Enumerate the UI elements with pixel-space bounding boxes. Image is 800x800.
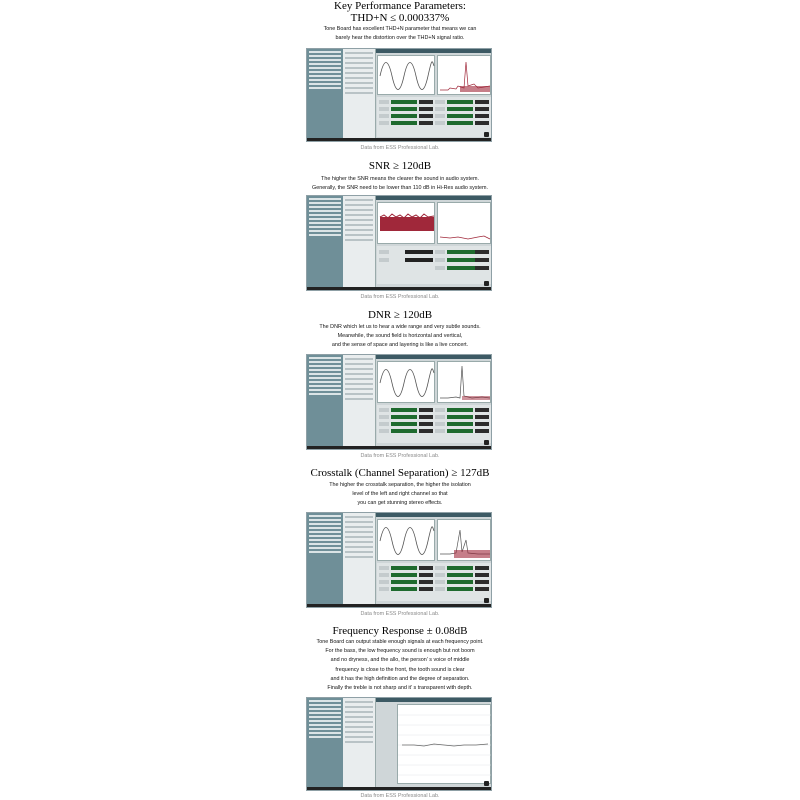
analyzer-screenshot bbox=[306, 48, 492, 142]
section-text: The higher the crosstalk separation, the higher the isolation bbox=[329, 482, 471, 488]
section-text: barely hear the distortion over the THD+N signal ratio. bbox=[335, 35, 465, 42]
section-text: Tone Board has excellent THD+N parameter that means we can bbox=[323, 26, 477, 32]
lock-icon bbox=[484, 781, 489, 786]
lock-icon bbox=[484, 281, 489, 286]
spectrum-graph bbox=[437, 519, 491, 561]
section-text: and no dryness, and the allo, the person’ s voice of middle bbox=[330, 657, 470, 664]
data-source-caption: Data from ESS Professional Lab. bbox=[360, 453, 440, 459]
data-source-caption: Data from ESS Professional Lab. bbox=[360, 611, 440, 617]
analyzer-screenshot bbox=[306, 195, 492, 291]
section-text: The DNR which let us to hear a wide range and very subtle sounds. bbox=[319, 324, 481, 330]
analyzer-screenshot bbox=[306, 354, 492, 450]
section-title: Crosstalk (Channel Separation) ≥ 127dB bbox=[310, 467, 490, 479]
section-text: For the bass, the low frequency sound is enough but not boom bbox=[325, 648, 475, 655]
noise-graph bbox=[377, 202, 435, 244]
waveform-graph bbox=[377, 519, 435, 561]
lock-icon bbox=[484, 132, 489, 137]
section-text: and the sense of space and layering is like a live concert. bbox=[331, 342, 469, 349]
analyzer-settings-panel bbox=[343, 196, 376, 290]
section-text: Tone Board can output stable enough signals at each frequency point. bbox=[316, 639, 484, 645]
spectrum-graph bbox=[437, 55, 491, 95]
section-snr bbox=[0, 160, 800, 193]
data-source-caption: Data from ESS Professional Lab. bbox=[360, 294, 440, 300]
meters-panel bbox=[377, 405, 491, 443]
spectrum-graph bbox=[437, 361, 491, 403]
section-crosstalk bbox=[0, 467, 800, 509]
section-dnr bbox=[0, 309, 800, 351]
analyzer-settings-panel bbox=[343, 49, 376, 141]
lock-icon bbox=[484, 440, 489, 445]
meters-panel bbox=[377, 563, 491, 601]
section-text: Finally the treble is not sharp and it’ s transparent with depth. bbox=[327, 685, 473, 692]
waveform-graph bbox=[377, 361, 435, 403]
analyzer-sidebar bbox=[307, 698, 343, 790]
meters-panel bbox=[377, 97, 491, 137]
section-text: frequency is close to the front, the tooth sound is clear bbox=[335, 666, 465, 673]
analyzer-settings-panel bbox=[343, 355, 376, 449]
waveform-graph bbox=[377, 55, 435, 95]
analyzer-screenshot bbox=[306, 512, 492, 608]
section-title: THD+N ≤ 0.000337% bbox=[350, 12, 450, 24]
section-text: and it has the high definition and the degree of separation. bbox=[330, 675, 470, 682]
analyzer-screenshot bbox=[306, 697, 492, 791]
analyzer-sidebar bbox=[307, 49, 343, 141]
meters-panel bbox=[377, 246, 491, 284]
analyzer-sidebar bbox=[307, 355, 343, 449]
section-text: The higher the SNR means the clearer the sound in audio system. bbox=[321, 176, 479, 182]
section-text: level of the left and right channel so that bbox=[352, 491, 448, 498]
section-title: Frequency Response ± 0.08dB bbox=[332, 625, 468, 637]
analyzer-settings-panel bbox=[343, 513, 376, 607]
data-source-caption: Data from ESS Professional Lab. bbox=[360, 793, 440, 799]
section-title: SNR ≥ 120dB bbox=[368, 160, 432, 172]
frequency-response-graph bbox=[397, 704, 491, 784]
spectrum-graph bbox=[437, 202, 491, 244]
analyzer-sidebar bbox=[307, 196, 343, 290]
section-frequency-response bbox=[0, 625, 800, 693]
section-title: Key Performance Parameters: bbox=[334, 0, 466, 12]
section-text: you can get stunning stereo effects. bbox=[357, 500, 443, 507]
analyzer-settings-panel bbox=[343, 698, 376, 790]
section-text: Meanwhile, the sound field is horizontal and vertical, bbox=[337, 333, 463, 340]
section-thdn bbox=[0, 0, 800, 43]
lock-icon bbox=[484, 598, 489, 603]
analyzer-sidebar bbox=[307, 513, 343, 607]
section-title: DNR ≥ 120dB bbox=[367, 309, 433, 321]
data-source-caption: Data from ESS Professional Lab. bbox=[360, 145, 440, 151]
section-text: Generally, the SNR need to be lower than 110 dB in Hi-Res audio system. bbox=[312, 185, 488, 192]
